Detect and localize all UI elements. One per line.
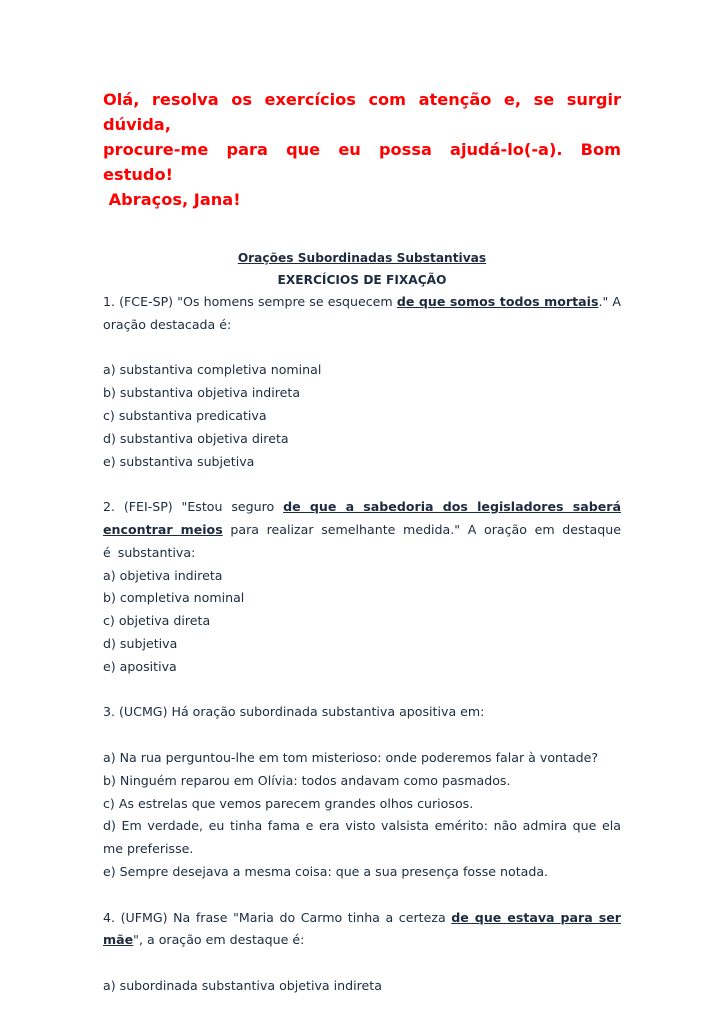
question-4 <box>103 907 621 998</box>
question-1-highlight: de que somos todos mortais <box>396 294 599 309</box>
question-2 <box>103 496 621 678</box>
question-4-statement <box>103 907 621 953</box>
question-1-statement <box>103 291 621 337</box>
question-1-prefix: 1. (FCE-SP) "Os homens sempre se esquecem <box>103 294 397 309</box>
question-2-suffix: para realizar semelhante medida." A oração em destaque é substantiva: <box>103 521 621 560</box>
question-3-option-d: d) Em verdade, eu tinha fama e era visto valsista emérito: não admira que ela me preferisse. <box>103 818 621 857</box>
greeting-line-2: procure-me para que eu possa ajudá-lo(-a). Bom estudo! <box>103 140 621 184</box>
question-4-prefix: 4. (UFMG) Na frase "Maria do Carmo tinha a certeza <box>103 909 452 925</box>
question-2-highlight: de que a sabedoria dos legisladores saberá encontrar meios <box>103 499 622 537</box>
question-1 <box>103 291 621 473</box>
document-subject-title: Orações Subordinadas Substantivas <box>237 251 487 265</box>
question-1-option-d: d) substantiva objetiva direta <box>103 430 289 446</box>
greeting-message <box>103 87 621 212</box>
greeting-signature: Abraços, Jana! <box>103 190 241 209</box>
question-3-statement: 3. (UCMG) Há oração subordinada substantiva apositiva em: <box>103 704 485 720</box>
question-2-option-c: c) objetiva direta <box>103 613 211 629</box>
question-3 <box>103 701 621 883</box>
greeting-line-1: Olá, resolva os exercícios com atenção e, se surgir dúvida, <box>103 90 621 134</box>
question-3-option-c: c) As estrelas que vemos parecem grandes olhos curiosos. <box>103 795 474 811</box>
question-1-option-a: a) substantiva completiva nominal <box>103 362 322 378</box>
question-2-option-e: e) apositiva <box>103 658 177 674</box>
question-2-prefix: 2. (FEI-SP) "Estou seguro <box>103 499 284 515</box>
question-1-option-e: e) substantiva subjetiva <box>103 453 255 469</box>
document-page <box>103 87 621 998</box>
question-4-option-a: a) subordinada substantiva objetiva indireta <box>103 977 382 993</box>
question-4-suffix: ", a oração em destaque é: <box>133 932 305 948</box>
question-4-highlight: de que estava para ser mãe <box>103 909 621 948</box>
question-2-option-d: d) subjetiva <box>103 635 178 651</box>
question-3-option-e: e) Sempre desejava a mesma coisa: que a sua presença fosse notada. <box>103 863 549 879</box>
question-1-suffix: ." A oração destacada é: <box>103 294 621 332</box>
question-3-option-a: a) Na rua perguntou-lhe em tom misterioso: onde poderemos falar à vontade? <box>103 749 599 765</box>
question-2-option-a: a) objetiva indireta <box>103 567 223 583</box>
question-3-option-b: b) Ninguém reparou em Olívia: todos andavam como pasmados. <box>103 772 511 788</box>
question-1-option-b: b) substantiva objetiva indireta <box>103 385 301 401</box>
question-2-option-b: b) completiva nominal <box>103 590 245 606</box>
question-1-option-c: c) substantiva predicativa <box>103 407 267 423</box>
question-2-statement <box>103 496 621 564</box>
section-title: EXERCÍCIOS DE FIXAÇÃO <box>277 273 447 287</box>
